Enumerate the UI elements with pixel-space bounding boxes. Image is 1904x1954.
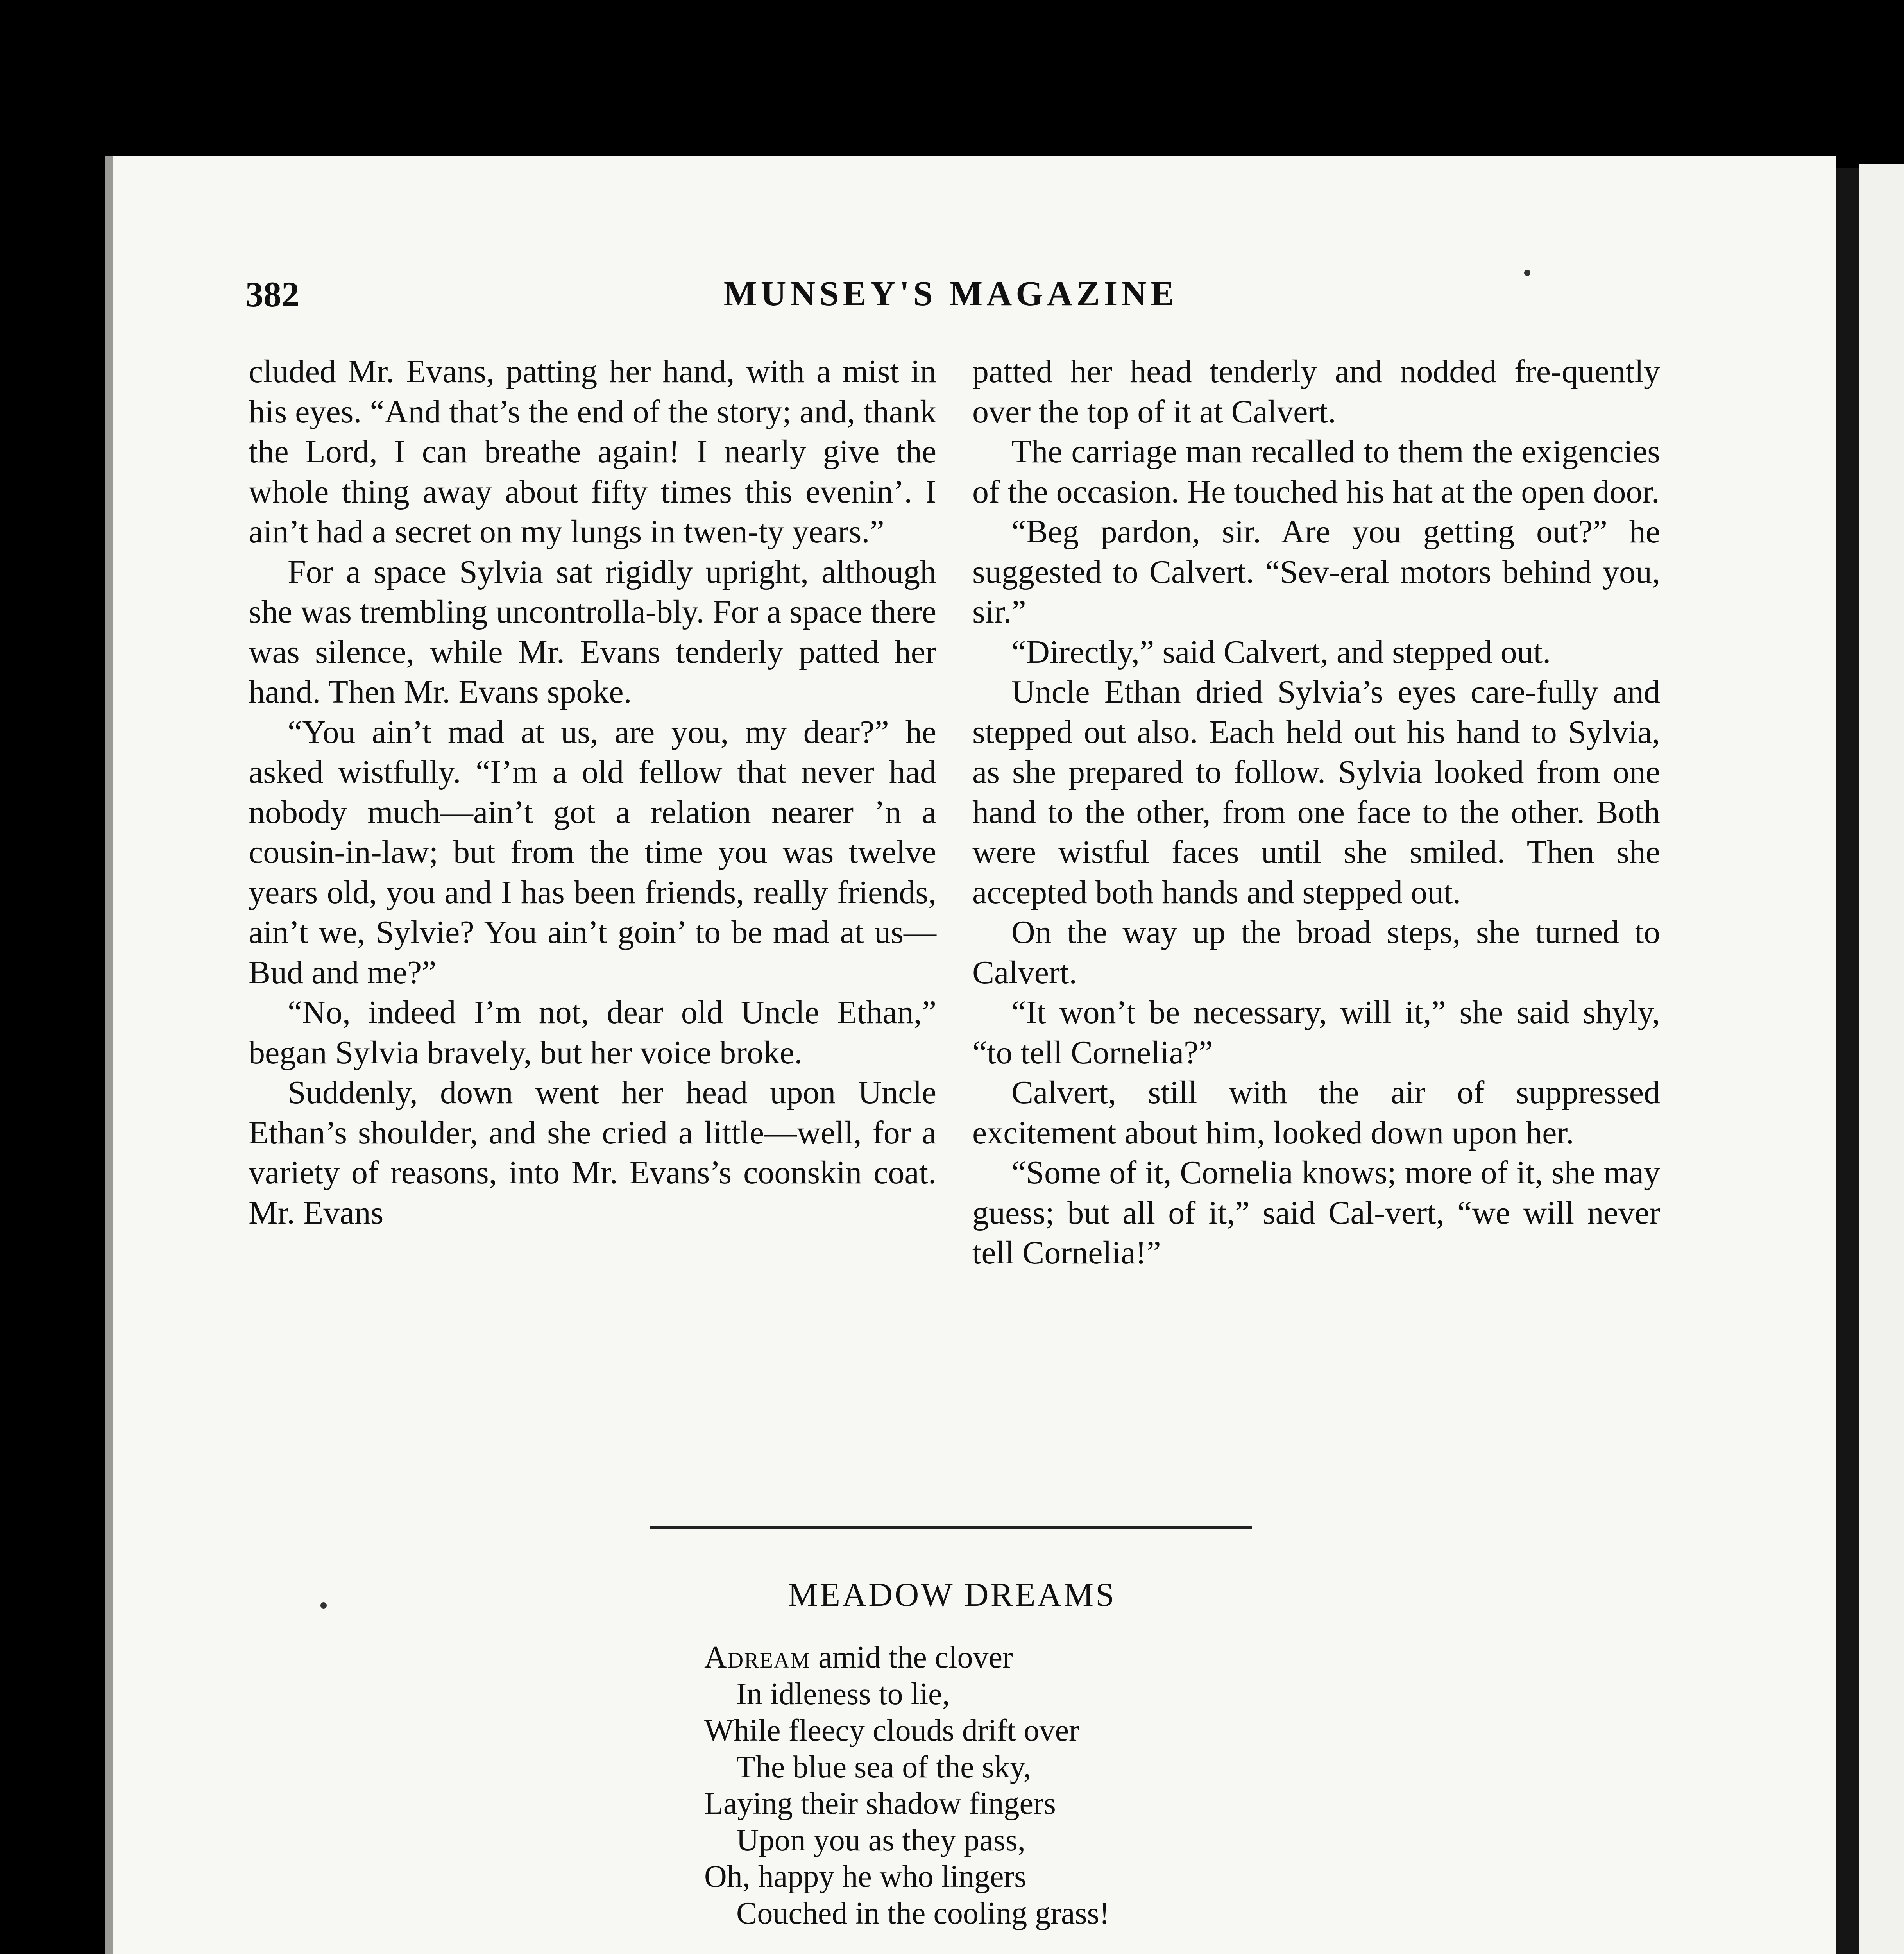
running-header — [245, 274, 1656, 317]
scan-speck — [1524, 270, 1530, 276]
poem-line: Upon you as they pass, — [736, 1823, 1025, 1857]
paragraph: Calvert, still with the air of suppressed excitement about him, looked down upon her. — [972, 1074, 1660, 1151]
poem-line: Oh, happy he who lingers — [704, 1859, 1027, 1894]
paragraph: On the way up the broad steps, she turned to Calvert. — [972, 914, 1660, 991]
story-column-right — [972, 352, 1660, 1273]
poem-first-word: Adream — [704, 1640, 811, 1675]
paragraph: For a space Sylvia sat rigidly upright, although she was trembling uncontrolla-bly. For a space there was silence, while Mr. Evans tenderly patted her hand. Then Mr. Evans spoke. — [249, 553, 936, 710]
poem-line: In idleness to lie, — [736, 1677, 950, 1711]
paragraph: “Directly,” said Calvert, and stepped out. — [1011, 633, 1551, 670]
page-gutter-shadow — [1836, 168, 1859, 1954]
poem-stanza — [704, 1639, 1681, 1932]
poem-line — [704, 1639, 1681, 1676]
paragraph: “Some of it, Cornelia knows; more of it, she may guess; but all of it,” said Cal-vert, “we will never tell Cornelia!” — [972, 1154, 1660, 1271]
paragraph: The carriage man recalled to them the exigencies of the occasion. He touched his hat at the open door. — [972, 433, 1660, 510]
poem-line: Couched in the cooling grass! — [736, 1896, 1110, 1931]
paragraph: patted her head tenderly and nodded fre-quently over the top of it at Calvert. — [972, 353, 1660, 430]
poem-line: While fleecy clouds drift over — [704, 1713, 1079, 1748]
paragraph: “No, indeed I’m not, dear old Uncle Ethan,” began Sylvia bravely, but her voice broke. — [249, 994, 936, 1071]
story-column-left — [249, 352, 936, 1233]
scan-speck — [320, 1602, 327, 1609]
paragraph: Uncle Ethan dried Sylvia’s eyes care-fully and stepped out also. Each held out his hand to Sylvia, as she prepared to follow. Sylvia looked from one hand to the other, from one face to the other. Both were wistful faces until she smiled. Then she accepted both hands and stepped out. — [972, 674, 1660, 911]
paragraph: cluded Mr. Evans, patting her hand, with a mist in his eyes. “And that’s the end of the story; and, thank the Lord, I can breathe again! I nearly give the whole thing away about fifty times this evenin’. I ain’t had a secret on my lungs in twen-ty years.” — [249, 353, 936, 550]
paragraph: Suddenly, down went her head upon Uncle Ethan’s shoulder, and she cried a little—well, for a variety of reasons, into Mr. Evans’s coonskin coat. Mr. Evans — [249, 1074, 936, 1231]
paragraph: “It won’t be necessary, will it,” she said shyly, “to tell Cornelia?” — [972, 994, 1660, 1071]
magazine-title: MUNSEY'S MAGAZINE — [723, 274, 1178, 313]
paragraph: “You ain’t mad at us, are you, my dear?” he asked wistfully. “I’m a old fellow that never had nobody much—ain’t got a relation nearer ’n a cousin-in-law; but from the time you was twelve years old, you and I has been friends, really friends, ain’t we, Sylvie? You ain’t goin’ to be mad at us—Bud and me?” — [249, 714, 936, 991]
scan-border-top — [0, 0, 1904, 156]
page-number: 382 — [245, 274, 299, 314]
poem-line: The blue sea of the sky, — [736, 1750, 1031, 1784]
section-divider — [650, 1526, 1252, 1529]
poem-title: MEADOW DREAMS — [788, 1576, 1116, 1613]
poem-first-line-rest: amid the clover — [811, 1640, 1013, 1675]
poem-body — [704, 1639, 1681, 1954]
adjacent-page-edge — [1859, 164, 1904, 1954]
paragraph: “Beg pardon, sir. Are you getting out?” he suggested to Calvert. “Sev-eral motors behind you, sir.” — [972, 514, 1660, 630]
poem-line: Laying their shadow fingers — [704, 1786, 1056, 1821]
